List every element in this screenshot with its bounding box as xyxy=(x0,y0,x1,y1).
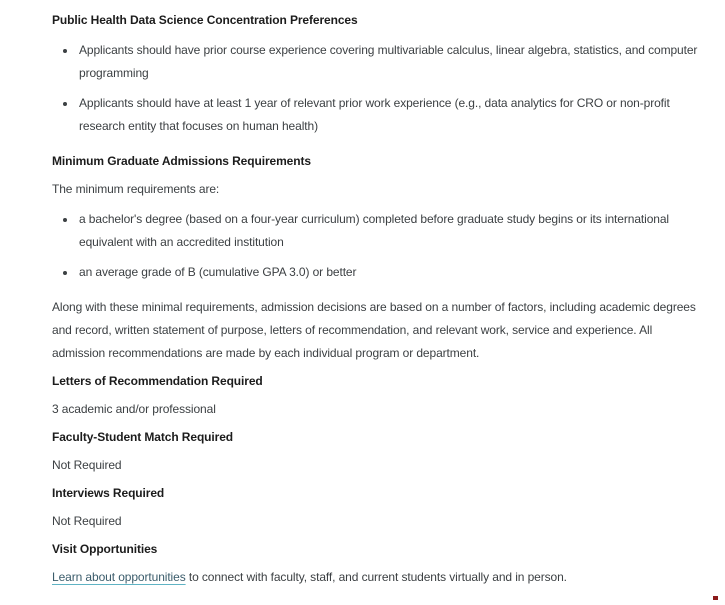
faculty-student-match-heading: Faculty-Student Match Required xyxy=(52,430,234,444)
visit-opportunities-paragraph xyxy=(52,566,705,589)
letters-of-recommendation-heading: Letters of Recommendation Required xyxy=(52,374,263,388)
list-item: • a bachelor's degree (based on a four-year curriculum) completed before graduate study begins or its international equivalent with an accredited institution xyxy=(77,208,705,254)
faculty-student-match-value: Not Required xyxy=(52,458,122,472)
concentration-preferences-heading: Public Health Data Science Concentration Preferences xyxy=(52,13,358,27)
list-item: • Applicants should have at least 1 year of relevant prior work experience (e.g., data analytics for CRO or non-profit research entity that focuses on human health) xyxy=(77,92,705,138)
minimum-admissions-heading: Minimum Graduate Admissions Requirements xyxy=(52,154,311,168)
interviews-required-value: Not Required xyxy=(52,514,122,528)
letters-of-recommendation-value: 3 academic and/or professional xyxy=(52,402,216,416)
list-item: • an average grade of B (cumulative GPA 3.0) or better xyxy=(77,261,705,284)
admissions-factors-note: Along with these minimal requirements, admission decisions are based on a number of factors, including academic degrees and record, written statement of purpose, letters of recommendation, and relevant work, service and experience. All admission recommendations are made by each individual program or department. xyxy=(52,300,696,360)
list-item: • Applicants should have prior course experience covering multivariable calculus, linear algebra, statistics, and computer programming xyxy=(77,39,705,85)
minimum-requirements-intro: The minimum requirements are: xyxy=(52,182,220,196)
concentration-preferences-list xyxy=(52,39,705,138)
minimum-requirements-list xyxy=(52,208,705,284)
interviews-required-heading: Interviews Required xyxy=(52,486,165,500)
visit-opportunities-heading: Visit Opportunities xyxy=(52,542,158,556)
learn-about-opportunities-link[interactable]: Learn about opportunities xyxy=(52,570,186,584)
corner-red-mark xyxy=(713,596,718,600)
visit-opportunities-text: to connect with faculty, staff, and current students virtually and in person. xyxy=(185,570,567,584)
